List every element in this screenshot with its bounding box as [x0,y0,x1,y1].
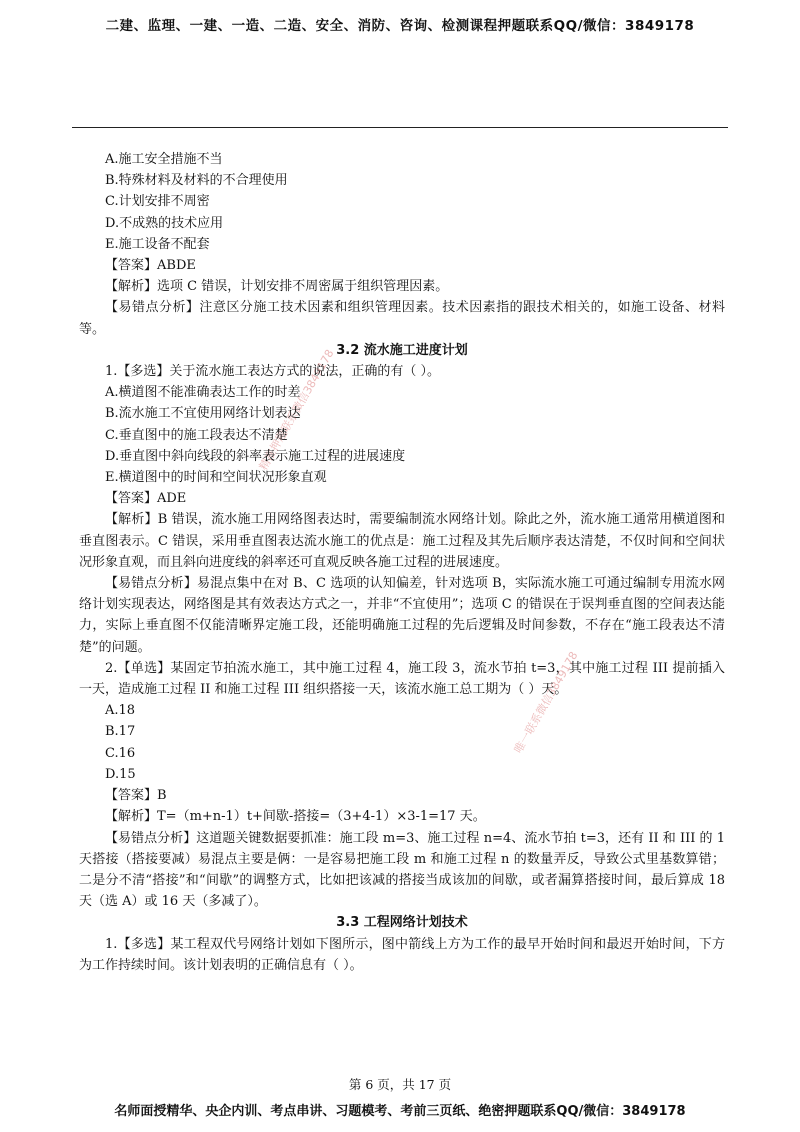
document-body [79,149,725,976]
text-line: D.垂直图中斜向线段的斜率表示施工过程的进展速度 [105,448,406,464]
text-line: E.施工设备不配套 [105,236,210,252]
text-line: 【解析】选项 C 错误，计划安排不周密属于组织管理因素。 [105,279,449,295]
text-line: D.不成熟的技术应用 [105,215,224,231]
header-rule [72,127,728,128]
page-footer: 名师面授精华、央企内训、考点串讲、习题模考、考前三页纸、绝密押题联系QQ/微信：3849178 [114,1104,686,1119]
text-line: 【解析】T=（m+n-1）t+间歇-搭接=（3+4-1）×3-1=17 天。 [105,809,486,825]
text-line: A.横道图不能准确表达工作的时差 [105,385,301,401]
watermark: 精准押题联系微信3849178 [256,347,337,473]
text-line: 【答案】B [105,788,167,804]
text-line: 【答案】ADE [105,491,187,507]
text-line: C.计划安排不周密 [105,194,210,210]
text-line: C.16 [105,745,136,761]
text-line: E.横道图中的时间和空间状况形象直观 [105,470,327,486]
text-line: 1.【多选】某工程双代号网络计划如下图所示，图中箭线上方为工作的最早开始时间和最迟开始时间，下方为工作持续时间。该计划表明的正确信息有（ ）。 [79,936,725,973]
page-number: 第 6 页，共 17 页 [348,1077,452,1092]
watermark: 唯一联系微信3849178 [511,649,581,756]
text-line: A.18 [105,703,136,719]
text-line: 【易错点分析】易混点集中在对 B、C 选项的认知偏差，针对选项 B，实际流水施工可通过编制专用流水网络计划实现表达，网络图是其有效表达方式之一，并非“不宜使用”；选项 C 的错误在于误判垂直图的空间表达能力，实际上垂直图不仅能清晰界定施工段，还能明确施工过程的先后逻辑及时间参数，不存在“施工段表达不清楚”的问题。 [79,576,725,655]
text-line: 【易错点分析】注意区分施工技术因素和组织管理因素。技术因素指的跟技术相关的，如施工设备、材料等。 [79,300,725,337]
text-line: 1.【多选】关于流水施工表达方式的说法，正确的有（ ）。 [105,364,441,380]
text-line: C.垂直图中的施工段表达不清楚 [105,427,288,443]
page-header: 二建、监理、一建、一造、二造、安全、消防、咨询、检测课程押题联系QQ/微信：3849178 [105,18,695,34]
text-line: D.15 [105,766,136,782]
text-line: 【易错点分析】这道题关键数据要抓准：施工段 m=3、施工过程 n=4、流水节拍 t=3，还有 II 和 III 的 1 天搭接（搭接要减）易混点主要是俩：一是容易把施工段 m 和施工过程 n 的数量弄反，导致公式里基数算错；二是分不清“搭接”和“间歇”的调整方式，比如把该减的搭接当成该加的间歇，或者漏算搭接时间，最后算成 18 天（选 A）或 16 天（多减了）。 [79,830,725,910]
text-line: B.17 [105,724,136,740]
text-line: B.特殊材料及材料的不合理使用 [105,173,288,189]
text-line: 【答案】ABDE [105,258,196,274]
text-line: B.流水施工不宜使用网络计划表达 [105,406,301,422]
text-line: 【解析】B 错误，流水施工用网络图表达时，需要编制流水网络计划。除此之外，流水施工通常用横道图和垂直图表示。C 错误，采用垂直图表达流水施工的优点是：施工过程及其先后顺序表达清楚，不仅时间和空间状况形象直观，而且斜向进度线的斜率还可直观反映各施工过程的进展速度。 [79,512,725,570]
text-line: A.施工安全措施不当 [105,152,223,167]
text-line: 2.【单选】某固定节拍流水施工，其中施工过程 4，施工段 3，流水节拍 t=3，其中施工过程 III 提前插入一天，造成施工过程 II 和施工过程 III 组织搭接一天，该流水施工总工期为（ ）天。 [79,660,725,698]
section-heading: 3.2 流水施工进度计划 [336,342,468,358]
section-heading: 3.3 工程网络计划技术 [336,915,468,931]
